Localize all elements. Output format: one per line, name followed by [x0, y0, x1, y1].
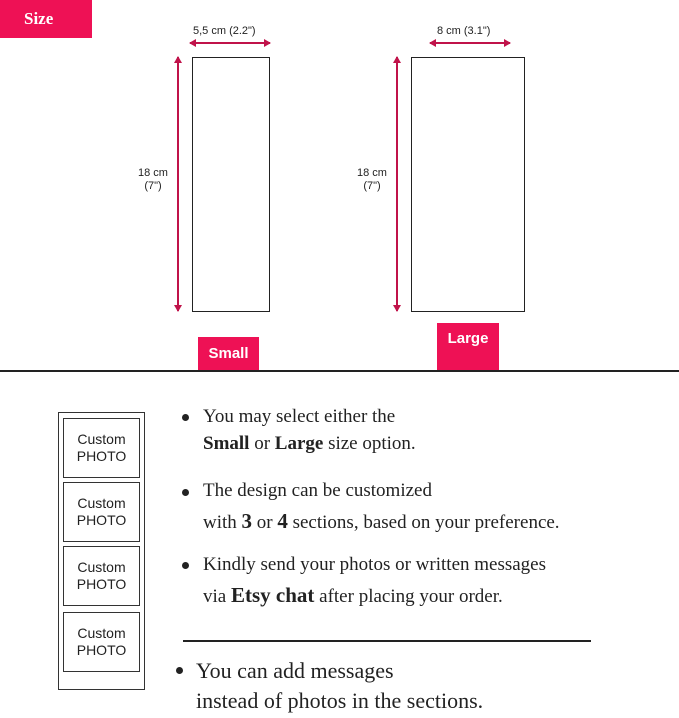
bullet-sections: [203, 477, 560, 536]
photo-cell-line1: Custom: [77, 495, 126, 511]
photo-cell-line1: Custom: [77, 625, 126, 641]
bullet-divider: [183, 640, 591, 642]
bullet-sections-line2: [203, 508, 560, 536]
sections-tail: sections, based on your preference.: [292, 512, 560, 533]
bullet-dot: [182, 562, 189, 569]
bullet-size-line1: You may select either the: [203, 406, 396, 427]
photo-cell: [63, 418, 140, 478]
or-text: or: [256, 512, 273, 533]
send-tail: after placing your order.: [319, 586, 503, 607]
size-tag: Size: [0, 0, 92, 38]
large-width-label: 8 cm (3.1"): [437, 25, 491, 37]
small-size-button[interactable]: Small: [198, 337, 259, 370]
via-text: via: [203, 586, 227, 607]
photo-cell-line2: PHOTO: [76, 448, 127, 464]
bullet-dot: [182, 414, 189, 421]
bullet-send-line1: Kindly send your photos or written messages: [203, 554, 547, 575]
photo-cell: [63, 546, 140, 606]
with-text: with: [203, 512, 237, 533]
small-height-in: (7"): [144, 180, 162, 192]
bullet-sections-line1: The design can be customized: [203, 480, 432, 501]
bullet-dot: [182, 489, 189, 496]
or-text: or: [254, 433, 271, 454]
large-size-outline: [411, 57, 525, 312]
small-height-cm: 18 cm: [138, 167, 168, 179]
photo-cell-line1: Custom: [77, 559, 126, 575]
bullet-messages-line2: instead of photos in the sections.: [196, 688, 484, 713]
photo-cell-line2: PHOTO: [76, 642, 127, 658]
large-height-in: (7"): [363, 180, 381, 192]
small-height-label: [133, 167, 173, 193]
photo-cell: [63, 482, 140, 542]
small-option-text: Small: [203, 433, 250, 454]
bullet-messages: [196, 656, 483, 716]
bullet-messages-line1: You can add messages: [196, 658, 394, 683]
bullet-dot: [176, 667, 183, 674]
large-size-button[interactable]: Large: [437, 323, 499, 370]
small-width-label: 5,5 cm (2.2"): [193, 25, 256, 37]
photo-cell-line1: Custom: [77, 431, 126, 447]
size-option-tail: size option.: [328, 433, 416, 454]
bullet-send-photos: [203, 551, 546, 610]
four-sections: 4: [277, 509, 288, 533]
etsy-chat-text: Etsy chat: [230, 583, 315, 607]
section-divider: [0, 370, 679, 372]
bullet-size-option: [203, 403, 416, 457]
photo-cell-line2: PHOTO: [76, 512, 127, 528]
photo-cell: [63, 612, 140, 672]
photo-cell-line2: PHOTO: [76, 576, 127, 592]
three-sections: 3: [241, 509, 253, 533]
bullet-size-line2: [203, 430, 416, 457]
bullet-send-line2: [203, 582, 546, 610]
small-size-outline: [192, 57, 270, 312]
large-option-text: Large: [274, 433, 324, 454]
large-height-cm: 18 cm: [357, 167, 387, 179]
large-height-label: [352, 167, 392, 193]
